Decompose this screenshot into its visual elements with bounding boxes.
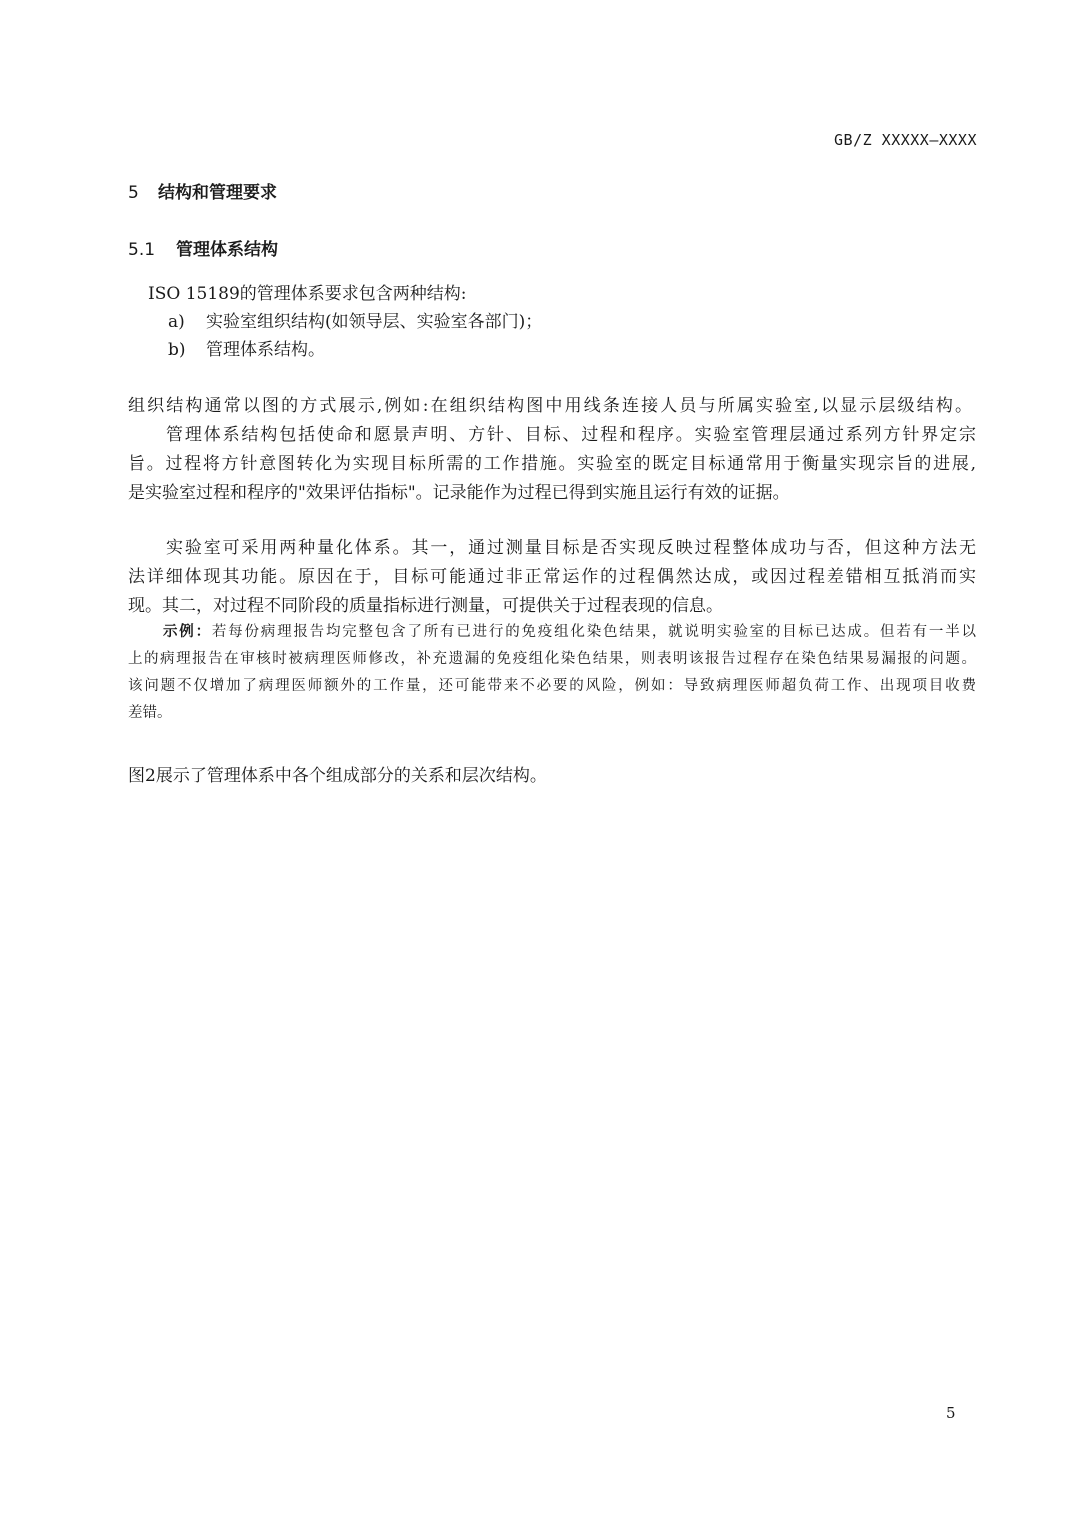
example-line: 该问题不仅增加了病理医师额外的工作量，还可能带来不必要的风险，例如：导致病理医师超负荷工作、出现项目收费	[128, 678, 976, 694]
paragraph-line: 法详细体现其功能。原因在于，目标可能通过非正常运作的过程偶然达成，或因过程差错相互抵消而实	[128, 567, 976, 587]
paragraph-line: 实验室可采用两种量化体系。其一，通过测量目标是否实现反映过程整体成功与否，但这种方法无	[166, 538, 976, 558]
paragraph-org-structure: 组织结构通常以图的方式展示,例如:在组织结构图中用线条连接人员与所属实验室,以显示层级结构。	[128, 396, 972, 416]
paragraph-line: 是实验室过程和程序的"效果评估指标"。记录能作为过程已得到实施且运行有效的证据。	[128, 483, 790, 503]
example-line	[163, 620, 976, 641]
section-5-heading	[128, 178, 277, 203]
section-title: 结构和管理要求	[158, 183, 277, 203]
intro-text: ISO 15189的管理体系要求包含两种结构:	[148, 284, 467, 304]
example-line: 差错。	[128, 705, 172, 721]
example-text: 若每份病理报告均完整包含了所有已进行的免疫组化染色结果，就说明实验室的目标已达成。但若有一半以	[211, 624, 976, 640]
list-item-text: 管理体系结构。	[206, 340, 325, 360]
example-line: 上的病理报告在审核时被病理医师修改，补充遗漏的免疫组化染色结果，则表明该报告过程存在染色结果易漏报的问题。	[128, 651, 976, 667]
paragraph-line: 旨。过程将方针意图转化为实现目标所需的工作措施。实验室的既定目标通常用于衡量实现宗旨的进展,	[128, 454, 976, 474]
list-item	[168, 307, 542, 332]
list-item	[168, 335, 325, 360]
section-5-1-heading	[128, 235, 278, 260]
paragraph-line: 管理体系结构包括使命和愿景声明、方针、目标、过程和程序。实验室管理层通过系列方针界定宗	[166, 425, 976, 445]
example-label: 示例：	[163, 624, 212, 640]
section-number: 5.1	[128, 240, 156, 260]
list-marker: b)	[168, 340, 186, 360]
page-number: 5	[946, 1404, 956, 1422]
list-item-text: 实验室组织结构(如领导层、实验室各部门)；	[206, 312, 543, 332]
section-number: 5	[128, 183, 139, 203]
section-title: 管理体系结构	[176, 240, 278, 260]
paragraph-line: 现。其二，对过程不同阶段的质量指标进行测量，可提供关于过程表现的信息。	[128, 596, 723, 616]
figure-reference: 图2展示了管理体系中各个组成部分的关系和层次结构。	[128, 766, 547, 786]
document-code: GB/Z XXXXX—XXXX	[834, 131, 977, 149]
list-marker: a)	[168, 312, 185, 332]
